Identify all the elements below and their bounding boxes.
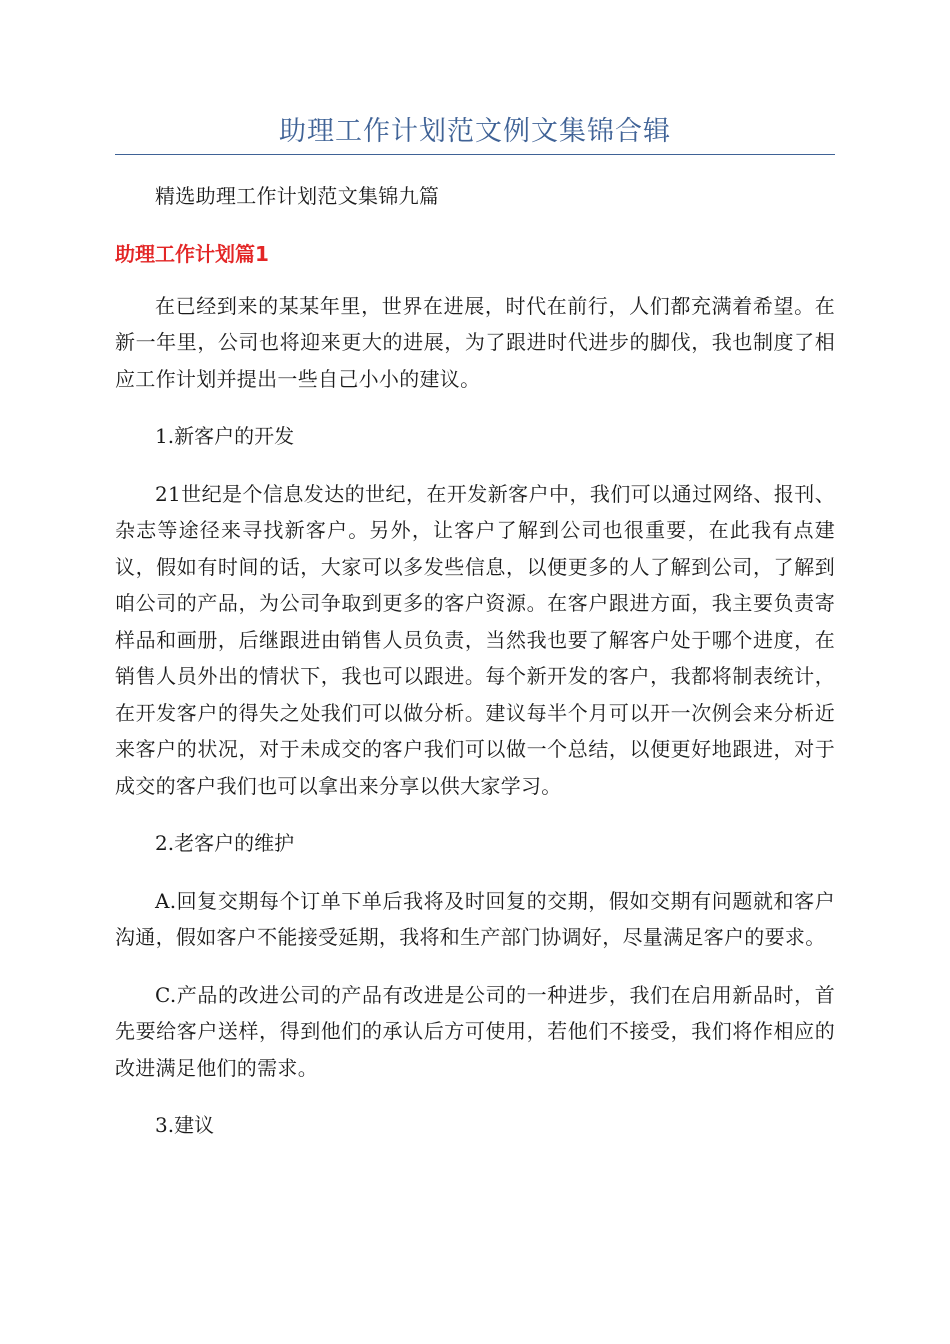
- intro-line: 精选助理工作计划范文集锦九篇: [155, 184, 440, 208]
- title-underline: [115, 154, 835, 155]
- paragraph-product-improvement: C.产品的改进公司的产品有改进是公司的一种进步，我们在启用新品时，首先要给客户送样，得到他们的承认后方可使用，若他们不接受，我们将作相应的改进满足他们的需求。: [115, 982, 835, 1080]
- subheading-old-customers: 2.老客户的维护: [155, 831, 295, 855]
- paragraph-delivery-reply: A.回复交期每个订单下单后我将及时回复的交期，假如交期有问题就和客户沟通，假如客户不能接受延期，我将和生产部门协调好，尽量满足客户的要求。: [115, 888, 835, 949]
- section-heading: 助理工作计划篇1: [115, 241, 269, 266]
- subheading-new-customers: 1.新客户的开发: [155, 424, 295, 448]
- paragraph-intro: 在已经到来的某某年里，世界在进展，时代在前行，人们都充满着希望。在新一年里，公司也将迎来更大的进展，为了跟进时代进步的脚伐，我也制度了相应工作计划并提出一些自己小小的建议。: [115, 293, 835, 391]
- document-title: 助理工作计划范文例文集锦合辑: [279, 116, 671, 147]
- paragraph-new-customers: 21世纪是个信息发达的世纪，在开发新客户中，我们可以通过网络、报刊、杂志等途径来寻找新客户。另外，让客户了解到公司也很重要，在此我有点建议，假如有时间的话，大家可以多发些信息，以便更多的人了解到公司，了解到咱公司的产品，为公司争取到更多的客户资源。在客户跟进方面，我主要负责寄样品和画册，后继跟进由销售人员负责，当然我也要了解客户处于哪个进度，在销售人员外出的情状下，我也可以跟进。每个新开发的客户，我都将制表统计，在开发客户的得失之处我们可以做分析。建议每半个月可以开一次例会来分析近来客户的状况，对于未成交的客户我们可以做一个总结，以便更好地跟进，对于成交的客户我们也可以拿出来分享以供大家学习。: [115, 481, 835, 798]
- document-body: [115, 178, 835, 1165]
- subheading-suggestions: 3.建议: [155, 1113, 215, 1137]
